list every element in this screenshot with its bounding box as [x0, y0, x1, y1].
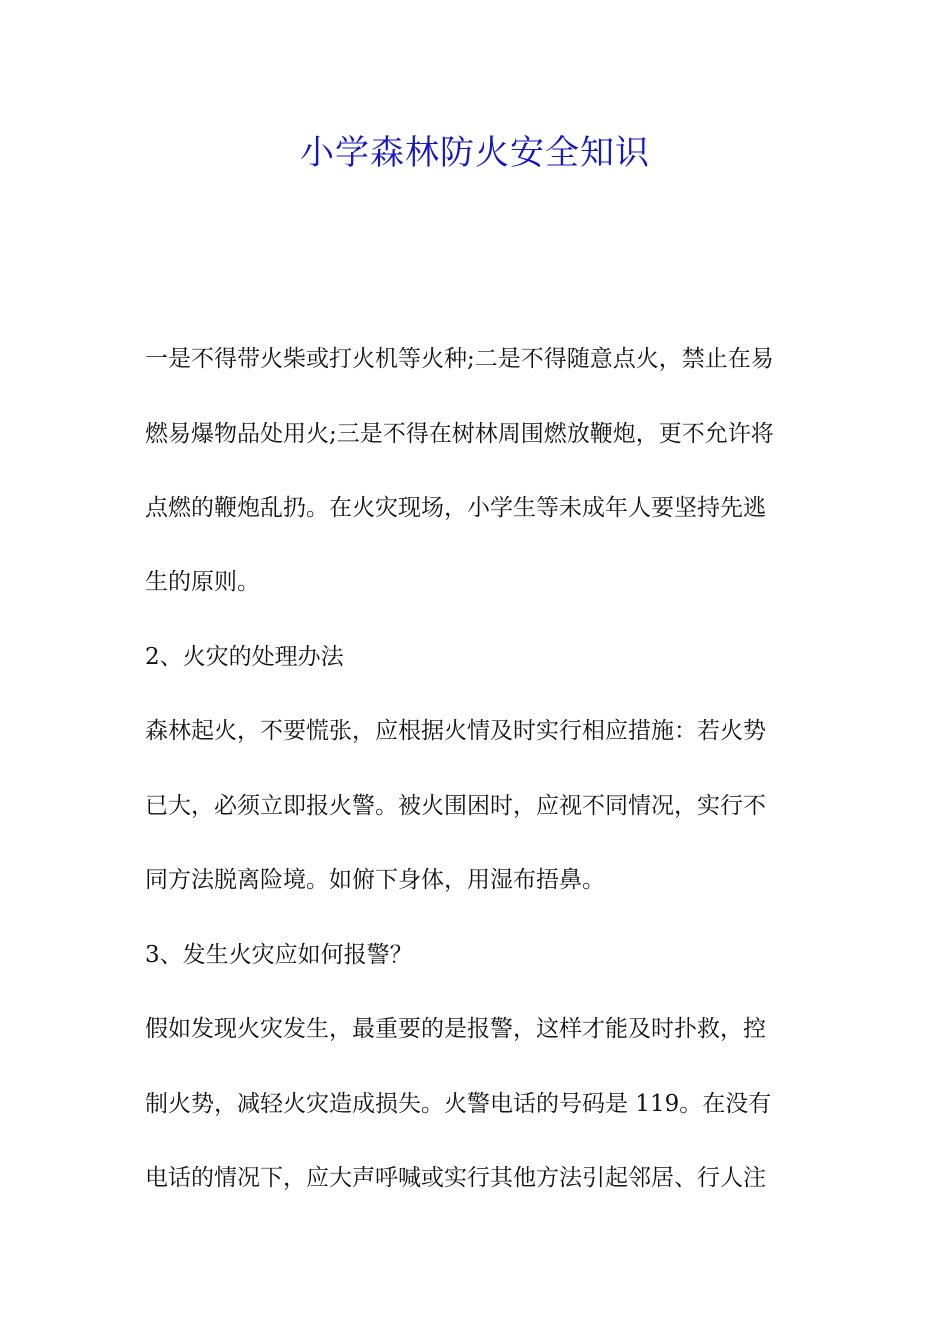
paragraph-line-7: 已大，必须立即报火警。被火围困时，应视不同情况，实行不 — [145, 793, 766, 819]
paragraph-line-3: 点燃的鞭炮乱扔。在火灾现场，小学生等未成年人要坚持先逃 — [145, 495, 766, 521]
paragraph-line-11: 制火势，减轻火灾造成损失。火警电话的号码是 119。在没有 — [145, 1091, 772, 1117]
paragraph-line-8: 同方法脱离险境。如俯下身体，用湿布捂鼻。 — [145, 867, 605, 893]
paragraph-line-4: 生的原则。 — [145, 569, 260, 595]
paragraph-line-1: 一是不得带火柴或打火机等火种;二是不得随意点火，禁止在易 — [145, 346, 774, 372]
document-title: 小学森林防火安全知识 — [300, 133, 650, 173]
paragraph-line-6: 森林起火，不要慌张，应根据火情及时实行相应措施：若火势 — [145, 718, 766, 744]
paragraph-line-2: 燃易爆物品处用火;三是不得在树林周围燃放鞭炮，更不允许将 — [145, 421, 774, 447]
paragraph-line-12: 电话的情况下，应大声呼喊或实行其他方法引起邻居、行人注 — [145, 1165, 766, 1191]
paragraph-line-10: 假如发现火灾发生，最重要的是报警，这样才能及时扑救，控 — [145, 1016, 766, 1042]
section-heading-3: 3、发生火灾应如何报警？ — [145, 942, 413, 968]
section-heading-2: 2、火灾的处理办法 — [145, 644, 344, 670]
